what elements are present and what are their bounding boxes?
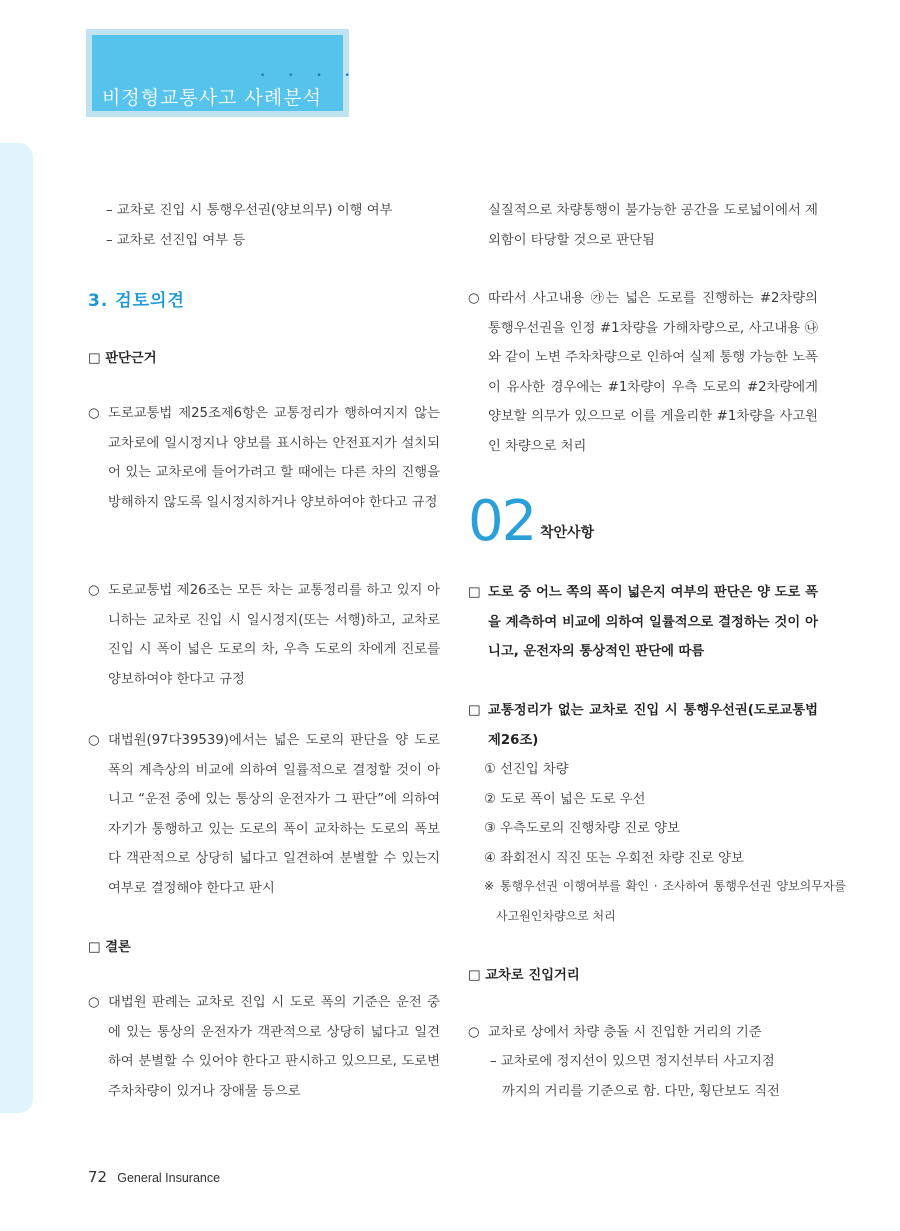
basis-item-2: [88, 576, 440, 694]
circle-bullet: ○: [88, 995, 100, 1010]
numbered-list: [468, 755, 818, 873]
page-footer: [88, 1168, 220, 1186]
circle-bullet: ○: [88, 406, 100, 421]
result-text: 따라서 사고내용 ㉮는 넓은 도로를 진행하는 #2차량의 통행우선권을 인정 #1차량을 가해차량으로, 사고내용 ㉯와 같이 노변 주차차량으로 인하여 실제 통행 가능한 노폭이 유사한 경우에는 #1차량이 우측 도로의 #2차량에게 양보할 의무가 있으므로 이를 게을리한 #1차량을 사고원인 차량으로 처리: [488, 291, 818, 454]
point-1-text: 도로 중 어느 쪽의 폭이 넓은지 여부의 판단은 양 도로 폭을 계측하여 비교에 의하여 일률적으로 결정하는 것이 아니고, 운전자의 통상적인 판단에 따름: [488, 585, 818, 659]
continued-text: 실질적으로 차량통행이 불가능한 공간을 도로넓이에서 제외함이 타당할 것으로 판단됨: [488, 203, 818, 248]
distance-dash-block: [468, 1047, 818, 1106]
basis-item-text: 도로교통법 제26조는 모든 차는 교통정리를 하고 있지 아니하는 교차로 진입 시 일시정지(또는 서행)하고, 교차로 진입 시 폭이 넓은 도로의 차, 우측 도로의 차에게 진로를 양보하여야 한다고 규정: [108, 583, 440, 687]
basis-item-text: 대법원(97다39539)에서는 넓은 도로의 판단을 양 도로 폭의 계측상의 비교에 의하여 일률적으로 결정할 것이 아니고 “운전 중에 있는 통상의 운전자가 그 판단”에 의하여 자기가 통행하고 있는 도로의 폭이 교차하는 도로의 폭보다 객관적으로 상당히 넓다고 일견하여 분별할 수 있는지 여부로 결정해야 한다고 판시: [108, 733, 440, 896]
section-header-title: 비정형교통사고 사례분석: [102, 87, 322, 109]
reference-note: ※ 통행우선권 이행여부를 확인 · 조사하여 통행우선권 양보의무자를 사고원인차량으로 처리: [484, 879, 846, 923]
circle-bullet: ○: [468, 1025, 480, 1040]
section-number: 02: [468, 489, 536, 554]
publication-name: General Insurance: [117, 1171, 221, 1185]
numbered-item: ① 선진입 차량: [484, 762, 569, 777]
conclusion-item: [88, 988, 440, 1106]
basis-item-1: [88, 399, 440, 517]
basis-item-text: 도로교통법 제25조제6항은 교통정리가 행하여지지 않는 교차로에 일시정지나 양보를 표시하는 안전표지가 설치되어 있는 교차로에 들어가려고 할 때에는 다른 차의 진행을 방해하지 않도록 일시정지하거나 양보하여야 한다고 규정: [108, 406, 440, 510]
numbered-item: ③ 우측도로의 진행차량 진로 양보: [484, 821, 680, 836]
page-number: 72: [88, 1168, 108, 1186]
dash-item: – 교차로 진입 시 통행우선권(양보의무) 이행 여부: [106, 203, 393, 218]
square-bullet: □: [468, 585, 481, 600]
section-header: [86, 29, 360, 117]
dash-item: – 교차로 선진입 여부 등: [106, 232, 246, 248]
dash-item: – 교차로에 정지선이 있으면 정지선부터 사고지점: [490, 1054, 775, 1069]
circle-bullet: ○: [88, 583, 100, 598]
conclusion-text: 대법원 판례는 교차로 진입 시 도로 폭의 기준은 운전 중에 있는 통상의 운전자가 객관적으로 상당히 넓다고 일견하여 분별할 수 있어야 한다고 판시하고 있으므로, 도로변 주차차량이 있거나 장애물 등으로: [108, 995, 440, 1099]
distance-item: [468, 1018, 818, 1048]
dash-continuation: 까지의 거리를 기준으로 함. 다만, 횡단보도 직전: [502, 1083, 780, 1099]
numbered-item: ② 도로 폭이 넓은 도로 우선: [484, 791, 646, 807]
point-1: [468, 578, 818, 667]
conclusion-heading: □ 결론: [88, 940, 131, 955]
point-2-text: 교통정리가 없는 교차로 진입 시 통행우선권(도로교통법 제26조): [488, 703, 818, 748]
square-bullet: □: [468, 703, 481, 718]
result-item: [468, 284, 818, 461]
circle-bullet: ○: [88, 733, 100, 748]
numbered-item: ④ 좌회전시 직진 또는 우회전 차량 진로 양보: [484, 850, 744, 866]
point-2: [468, 696, 818, 755]
distance-text: 교차로 상에서 차량 충돌 시 진입한 거리의 기준: [488, 1025, 762, 1040]
side-tab-decoration: [0, 143, 33, 1113]
circle-bullet: ○: [468, 291, 480, 306]
basis-item-3: [88, 726, 440, 903]
section-header-inner: [92, 35, 360, 111]
section-3-title: 3. 검토의견: [88, 291, 185, 311]
basis-heading: □ 판단근거: [88, 351, 157, 366]
header-dots: • • • •: [260, 71, 360, 81]
point-3-heading: □ 교차로 진입거리: [468, 968, 580, 983]
intro-dashes: [88, 196, 440, 255]
section-label: 착안사항: [540, 525, 595, 541]
